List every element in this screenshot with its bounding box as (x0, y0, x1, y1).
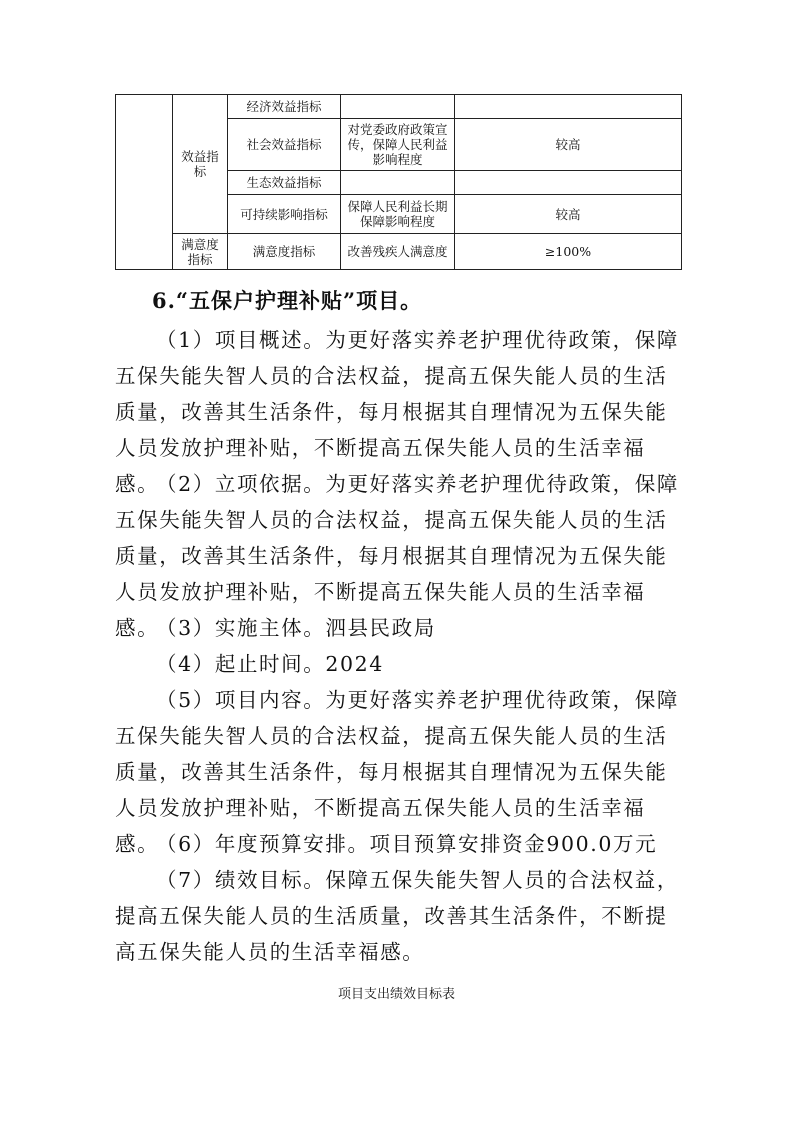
group-label-satisfaction: 满意度指标 (173, 234, 228, 270)
sub-indicator: 可持续影响指标 (228, 195, 341, 234)
performance-table (115, 94, 682, 270)
indicator-value: 较高 (455, 119, 682, 171)
sub-indicator: 满意度指标 (228, 234, 341, 270)
indicator-value (455, 95, 682, 119)
sub-indicator: 经济效益指标 (228, 95, 341, 119)
indicator-desc: 对党委政府政策宣传，保障人民利益影响程度 (341, 119, 455, 171)
sub-indicator: 生态效益指标 (228, 171, 341, 195)
paragraph-implementer: （3）实施主体。泗县民政局 (156, 616, 436, 640)
paragraph-budget: （6）年度预算安排。项目预算安排资金900.0万元 (156, 832, 658, 856)
indicator-desc: 改善残疾人满意度 (341, 234, 455, 270)
paragraph-overview: （1）项目概述。为更好落实养老护理优待政策，保障五保失能失智人员的合法权益，提高五保失能人员的生活质量，改善其生活条件，每月根据其自理情况为五保失能人员发放护理补贴，不断提高五保失能人员的生活幸福感。 (115, 328, 679, 496)
table-row (116, 234, 682, 270)
indicator-value (455, 171, 682, 195)
section-heading: 6.“五保户护理补贴”项目。 (152, 288, 423, 313)
paragraph-content: （5）项目内容。为更好落实养老护理优待政策，保障五保失能失智人员的合法权益，提高五保失能人员的生活质量，改善其生活条件，每月根据其自理情况为五保失能人员发放护理补贴，不断提高五保失能人员的生活幸福感。 (115, 688, 679, 856)
paragraph-period: （4）起止时间。2024 (156, 652, 384, 676)
paragraph-basis: （2）立项依据。为更好落实养老护理优待政策，保障五保失能失智人员的合法权益，提高五保失能人员的生活质量，改善其生活条件，每月根据其自理情况为五保失能人员发放护理补贴，不断提高五保失能人员的生活幸福感。 (115, 472, 679, 640)
indicator-value: 较高 (455, 195, 682, 234)
indicator-desc: 保障人民利益长期保障影响程度 (341, 195, 455, 234)
paragraph-goal: （7）绩效目标。保障五保失能失智人员的合法权益，提高五保失能人员的生活质量，改善其生活条件，不断提高五保失能人员的生活幸福感。 (115, 868, 679, 964)
indicator-desc (341, 171, 455, 195)
indicator-value: ≥100% (455, 234, 682, 270)
table-cell-empty (116, 95, 173, 270)
group-label-benefit: 效益指标 (173, 95, 228, 234)
table-row (116, 95, 682, 119)
sub-indicator: 社会效益指标 (228, 119, 341, 171)
indicator-desc (341, 95, 455, 119)
table-caption: 项目支出绩效目标表 (337, 987, 455, 1002)
